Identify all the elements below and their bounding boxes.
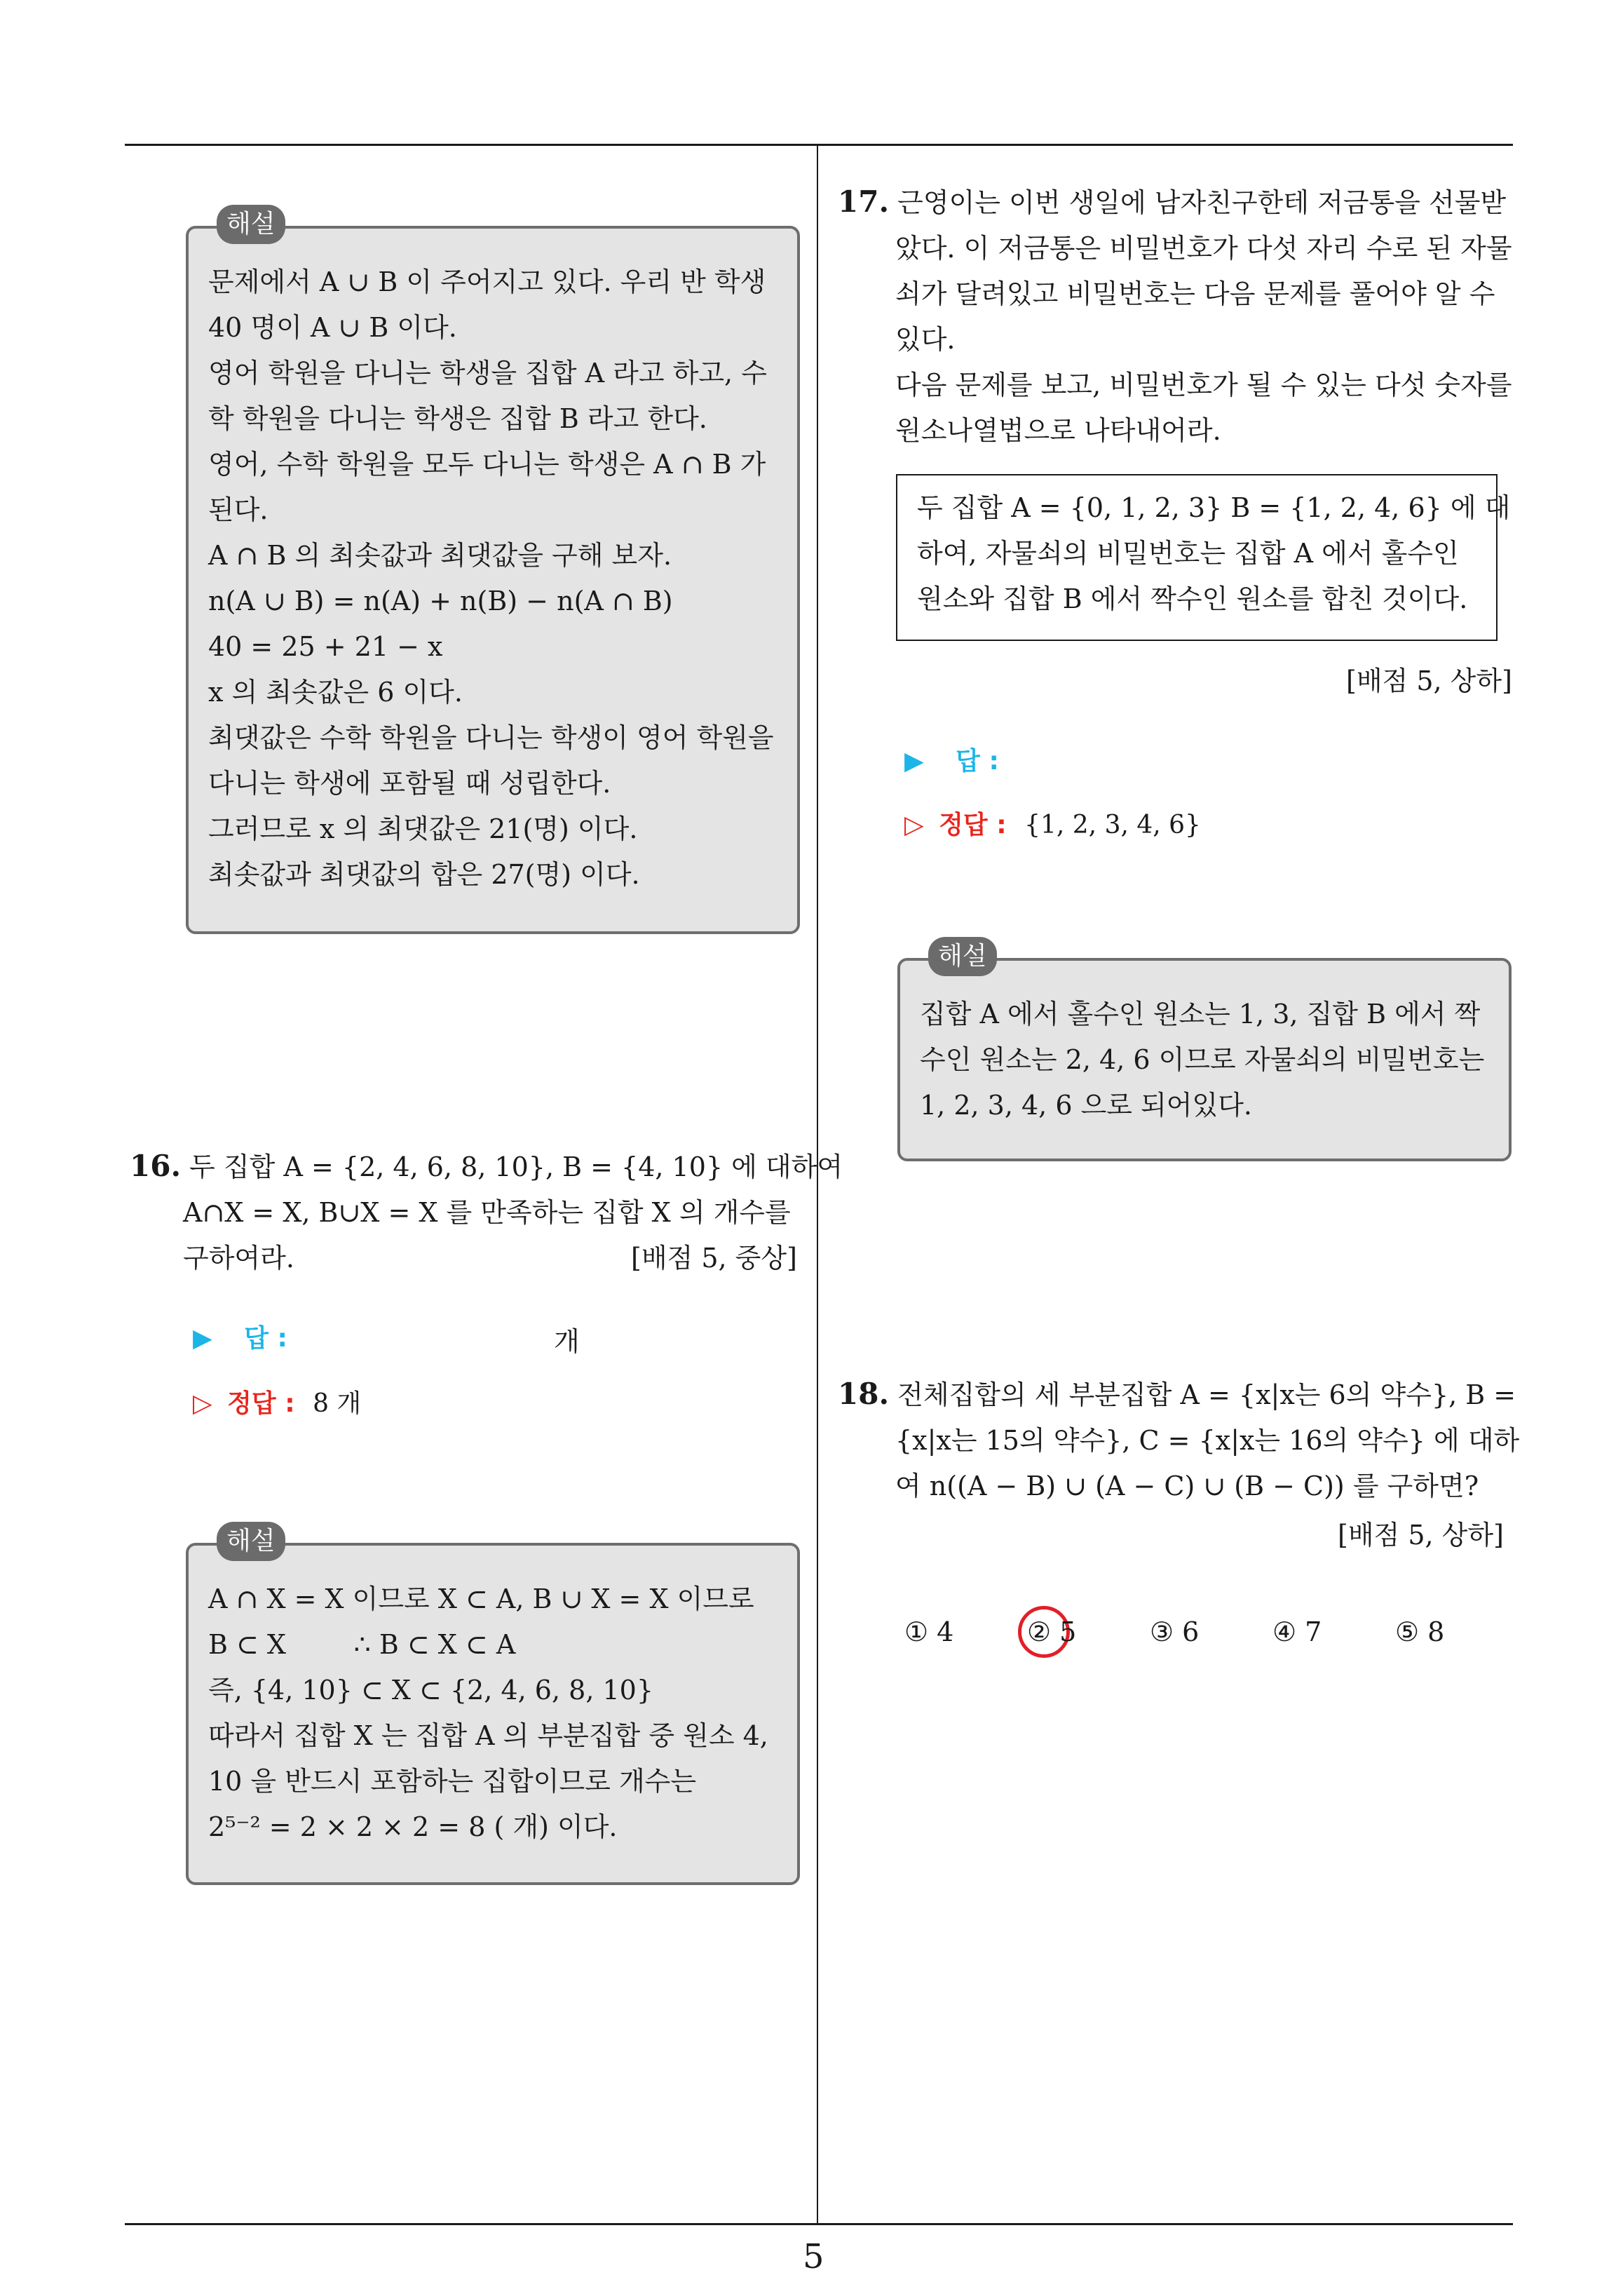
explanation-body: [208, 229, 777, 898]
explanation-line: 최댓값은 수학 학원을 다니는 학생이 영어 학원을: [208, 722, 774, 753]
score-label: [배점 5, 상하]: [1338, 1520, 1504, 1551]
correct-value: {1, 2, 3, 4, 6}: [1024, 811, 1201, 839]
question-line: [130, 1143, 843, 1190]
column-divider: [817, 144, 818, 2224]
question-line: {x|x는 15의 약수}, C = {x|x는 16의 약수} 에 대하: [895, 1425, 1520, 1456]
answer-unit-text: 개: [554, 1326, 580, 1357]
question-line: 원소나열법으로 나타내어라.: [895, 415, 1221, 446]
question-line: [838, 1371, 1516, 1418]
score-label: [배점 5, 상하]: [1346, 666, 1512, 696]
outline-triangle-icon: ▷: [193, 1389, 212, 1418]
answer-label: 답 :: [244, 1324, 287, 1353]
explanation-line: 그러므로 x 의 최댓값은 21(명) 이다.: [208, 813, 638, 844]
question-number: 16.: [130, 1149, 182, 1183]
question-number: 17.: [838, 184, 890, 219]
explanation-line: 최솟값과 최댓값의 합은 27(명) 이다.: [208, 859, 640, 890]
answer-row: [193, 1318, 287, 1354]
correct-value: 8 개: [313, 1389, 362, 1418]
explanation-line: 1, 2, 3, 4, 6 으로 되어있다.: [920, 1090, 1253, 1121]
question-18: [838, 1371, 1520, 1509]
explanation-box-15: [186, 210, 800, 934]
frame-line: 하여, 자물쇠의 비밀번호는 집합 A 에서 홀수인: [917, 538, 1459, 569]
page-number: 5: [803, 2237, 824, 2276]
explanation-line: A ∩ B 의 최솟값과 최댓값을 구해 보자.: [208, 540, 672, 571]
play-triangle-icon: ▶: [904, 747, 924, 776]
question-line: 다음 문제를 보고, 비밀번호가 될 수 있는 다섯 숫자를: [895, 370, 1512, 400]
explanation-line: A ∩ X = X 이므로 X ⊂ A, B ∪ X = X 이므로: [208, 1583, 754, 1614]
question-text: 근영이는 이번 생일에 남자친구한테 저금통을 선물받: [897, 187, 1507, 218]
answer-unit: [554, 1320, 580, 1358]
explanation-line: 다니는 학생에 포함될 때 성립한다.: [208, 768, 611, 799]
frame-line: 두 집합 A = {0, 1, 2, 3} B = {1, 2, 4, 6} 에 대: [917, 492, 1511, 523]
question-number: 18.: [838, 1377, 890, 1411]
score-label: [배점 5, 중상]: [631, 1243, 797, 1274]
question-text: 전체집합의 세 부분집합 A = {x|x는 6의 약수}, B =: [897, 1379, 1516, 1410]
choice-3[interactable]: ③ 6: [1150, 1616, 1200, 1647]
choice-4[interactable]: ④ 7: [1272, 1616, 1322, 1647]
explanation-line: 10 을 반드시 포함하는 집합이므로 개수는: [208, 1766, 697, 1797]
question-line: 여 n((A − B) ∪ (A − C) ∪ (B − C)) 를 구하면?: [895, 1471, 1479, 1501]
explanation-box-17: [897, 942, 1512, 1161]
explanation-line: 40 명이 A ∪ B 이다.: [208, 312, 457, 343]
explanation-body: [208, 1546, 777, 1850]
correct-label: 정답 :: [227, 1389, 295, 1418]
play-triangle-icon: ▶: [193, 1324, 212, 1353]
explanation-tag: 해설: [217, 205, 285, 244]
explanation-line: 2⁵⁻² = 2 × 2 × 2 = 8 ( 개) 이다.: [208, 1811, 618, 1842]
choice-5[interactable]: ⑤ 8: [1395, 1616, 1445, 1647]
outline-triangle-icon: ▷: [904, 811, 924, 839]
question-line: 있다.: [895, 324, 956, 355]
correct-answer-row: [193, 1384, 361, 1419]
explanation-tag: 해설: [217, 1522, 285, 1561]
header-rule: [125, 144, 1513, 146]
explanation-body: [920, 961, 1489, 1128]
frame-line: 원소와 집합 B 에서 짝수인 원소를 합친 것이다.: [917, 583, 1468, 614]
question-line: 았다. 이 저금통은 비밀번호가 다섯 자리 수로 된 자물: [895, 233, 1512, 264]
explanation-line: 수인 원소는 2, 4, 6 이므로 자물쇠의 비밀번호는: [920, 1044, 1485, 1075]
answer-row: [904, 741, 999, 777]
explanation-line: 문제에서 A ∪ B 이 주어지고 있다. 우리 반 학생: [208, 266, 766, 297]
explanation-tag: 해설: [928, 937, 997, 976]
explanation-line: 따라서 집합 X 는 집합 A 의 부분집합 중 원소 4,: [208, 1720, 768, 1751]
question-text: 두 집합 A = {2, 4, 6, 8, 10}, B = {4, 10} 에 대하여: [189, 1152, 843, 1182]
explanation-line: B ⊂ X ∴ B ⊂ X ⊂ A: [208, 1629, 516, 1660]
question-17: [838, 179, 1511, 454]
explanation-line: 즉, {4, 10} ⊂ X ⊂ {2, 4, 6, 8, 10}: [208, 1675, 654, 1706]
explanation-line: 40 = 25 + 21 − x: [208, 631, 443, 662]
answer-label: 답 :: [956, 747, 999, 776]
problem-frame: [896, 474, 1511, 641]
explanation-line: x 의 최솟값은 6 이다.: [208, 677, 463, 708]
question-line: 쇠가 달려있고 비밀번호는 다음 문제를 풀어야 알 수: [895, 278, 1495, 309]
choice-1[interactable]: ① 4: [904, 1616, 954, 1647]
choice-2[interactable]: ② 5: [1027, 1616, 1077, 1647]
explanation-line: 학 학원을 다니는 학생은 집합 B 라고 한다.: [208, 403, 707, 434]
correct-label: 정답 :: [939, 811, 1007, 839]
explanation-box-16: [186, 1527, 800, 1885]
correct-answer-row: [904, 805, 1201, 841]
question-line: [838, 179, 1511, 226]
question-line: 구하여라.: [183, 1243, 294, 1274]
footer-rule: [125, 2223, 1513, 2225]
explanation-line: 영어, 수학 학원을 모두 다니는 학생은 A ∩ B 가: [208, 449, 766, 480]
explanation-line: 된다.: [208, 494, 269, 525]
question-line: A∩X = X, B∪X = X 를 만족하는 집합 X 의 개수를: [183, 1197, 791, 1228]
explanation-line: n(A ∪ B) = n(A) + n(B) − n(A ∩ B): [208, 586, 673, 616]
explanation-line: 영어 학원을 다니는 학생을 집합 A 라고 하고, 수: [208, 358, 767, 389]
explanation-line: 집합 A 에서 홀수인 원소는 1, 3, 집합 B 에서 짝: [920, 999, 1481, 1029]
